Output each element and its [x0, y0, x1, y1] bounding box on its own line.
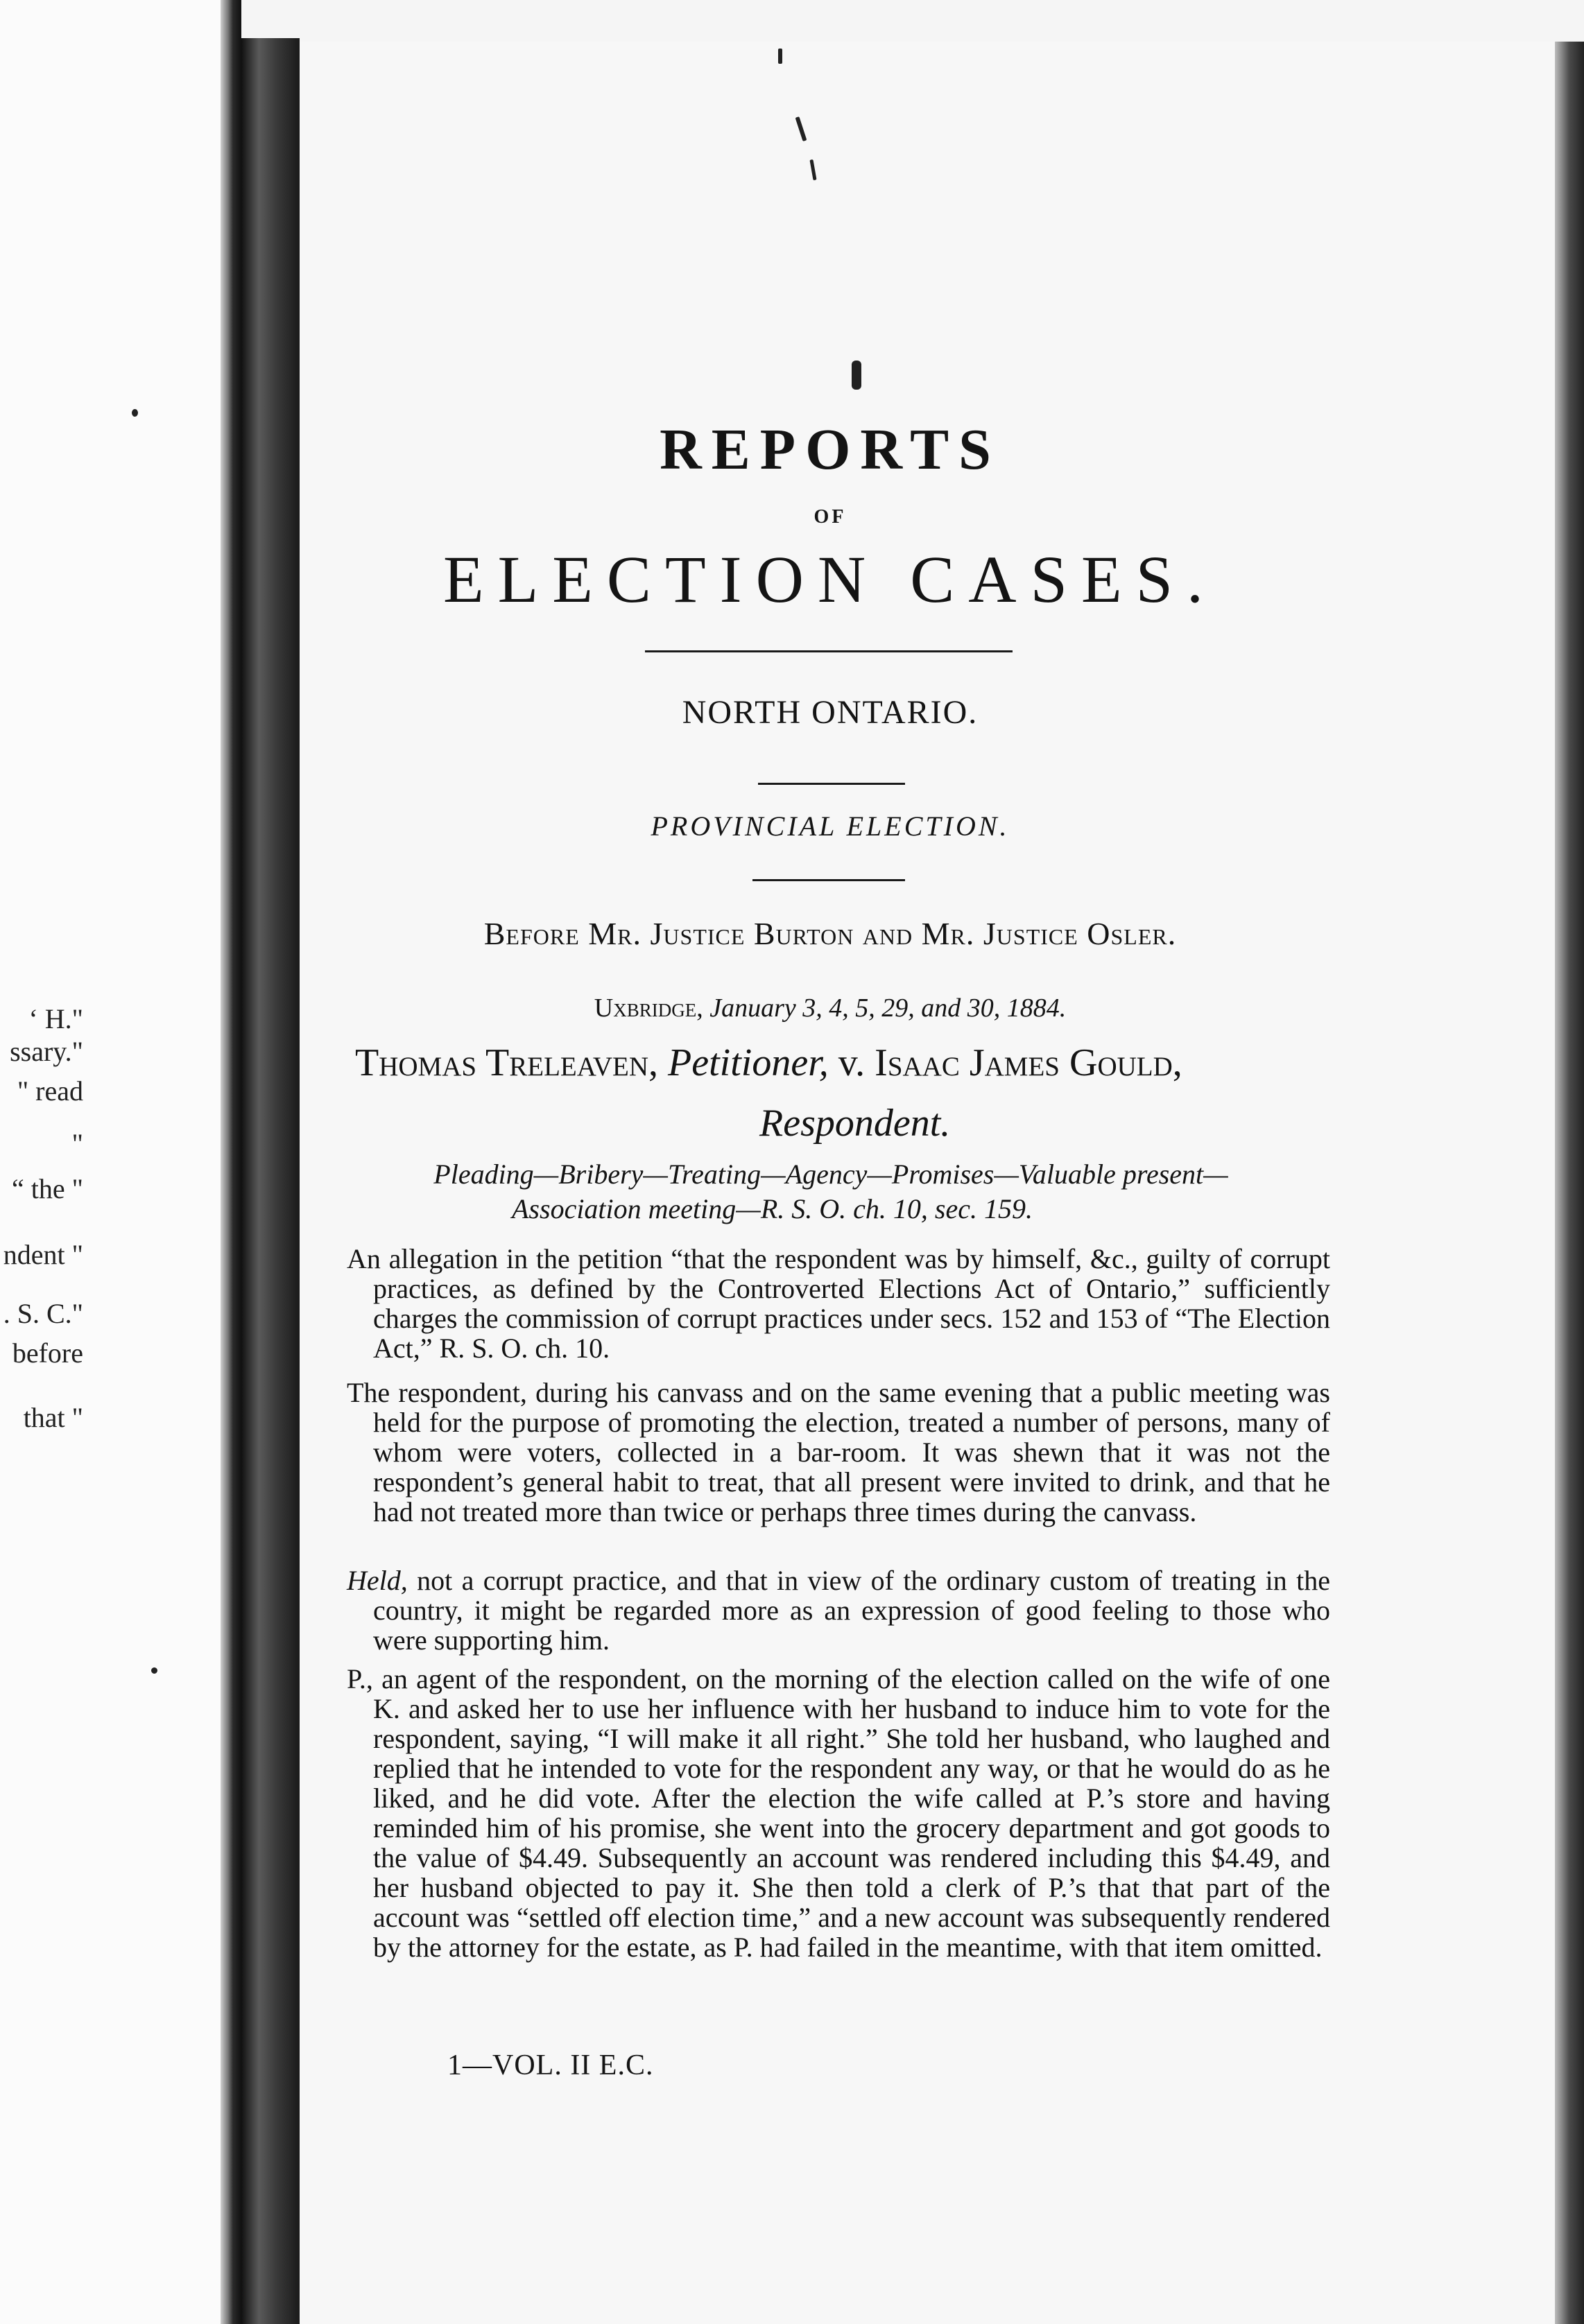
divider-rule [758, 783, 905, 785]
page-title-main: ELECTION CASES. [443, 542, 1217, 616]
petitioner-role: Petitioner, [668, 1041, 829, 1084]
signature-mark: 1—VOL. II E.C. [447, 2049, 654, 2081]
held-label: Held, [347, 1565, 408, 1596]
respondent-role: Respondent. [759, 1102, 951, 1145]
margin-fragment: that " [23, 1402, 83, 1433]
margin-fragment: ‘ H." [28, 1003, 83, 1034]
page-title: REPORTS [660, 417, 1001, 482]
catchwords: Association meeting—R. S. O. ch. 10, sec. 159. [512, 1193, 1033, 1224]
court-place: Uxbridge, [594, 994, 703, 1023]
title-connector: OF [813, 506, 847, 528]
catchwords: Pleading—Bribery—Treating—Agency—Promises—Valuable present— [433, 1159, 1228, 1190]
ink-blot [852, 361, 861, 390]
divider-rule [645, 650, 1013, 652]
margin-fragment: before [12, 1337, 83, 1369]
petitioner-name: Thomas Treleaven, [355, 1041, 659, 1084]
binding-edge [241, 38, 300, 2324]
headnote-paragraph [347, 1566, 1330, 1655]
constituency-heading: NORTH ONTARIO. [682, 694, 979, 731]
margin-fragment: ndent " [3, 1239, 83, 1270]
headnote-paragraph: The respondent, during his canvass and on the same evening that a public meeting was held for the purpose of promoting the election, treated a number of persons, many of whom were voters, collected in a bar-room. It was shewn that it was not the respondent’s general habit to treat, that all present were invited to drink, and that he had not treated more than twice or perhaps three times during the canvass. [347, 1377, 1330, 1527]
ink-speck [778, 49, 782, 64]
left-facing-page [0, 0, 221, 2324]
held-text: not a corrupt practice, and that in view of the ordinary custom of treating in the country, it might be regarded more as an expression of good feeling to those who were supporting him. [373, 1565, 1331, 1656]
ink-speck [151, 1667, 157, 1674]
divider-rule [752, 879, 905, 881]
parties-line [355, 1041, 1182, 1085]
page-edge-shadow [1555, 42, 1584, 2324]
election-type-heading: PROVINCIAL ELECTION. [651, 810, 1010, 842]
headnote-paragraph: P., an agent of the respondent, on the morning of the election called on the wife of one K. and asked her to use her influence with her husband to induce him to vote for the respondent, saying, “I will make it all right.” She told her husband, who laughed and replied that he intended to vote for the respondent any way, or that he would do as he liked, and he did vote. After the election the wife called at P.’s store and having reminded him of his promise, she went into the grocery department and got goods to the value of $4.49. Subsequently an account was rendered including this $4.49, and her husband objected to pay it. She then told a clerk of P.’s that that part of the account was “settled off election time,” and a new account was subsequently rendered by the attorney for the estate, as P. had failed in the meantime, with that item omitted. [347, 1663, 1330, 1963]
margin-fragment: " read [17, 1075, 83, 1107]
respondent-name: Isaac James Gould, [875, 1041, 1182, 1084]
ink-speck [132, 409, 138, 417]
margin-fragment: “ the " [12, 1173, 83, 1204]
gutter-shadow [221, 0, 241, 2324]
versus: v. [838, 1041, 866, 1084]
judges-line: Before Mr. Justice Burton and Mr. Justice Osler. [483, 916, 1177, 951]
court-date-line [300, 993, 1361, 1023]
court-dates: January 3, 4, 5, 29, and 30, 1884. [709, 994, 1067, 1023]
margin-fragment: " [71, 1128, 83, 1159]
headnote-paragraph: An allegation in the petition “that the respondent was by himself, &c., guilty of corrupt practices, as defined by the Controverted Elections Act of Ontario,” sufficiently charges the commission of corrupt practices under secs. 152 and 153 of “The Election Act,” R. S. O. ch. 10. [347, 1243, 1330, 1364]
margin-fragment: ssary." [10, 1036, 83, 1067]
margin-fragment: . S. C." [3, 1298, 83, 1329]
